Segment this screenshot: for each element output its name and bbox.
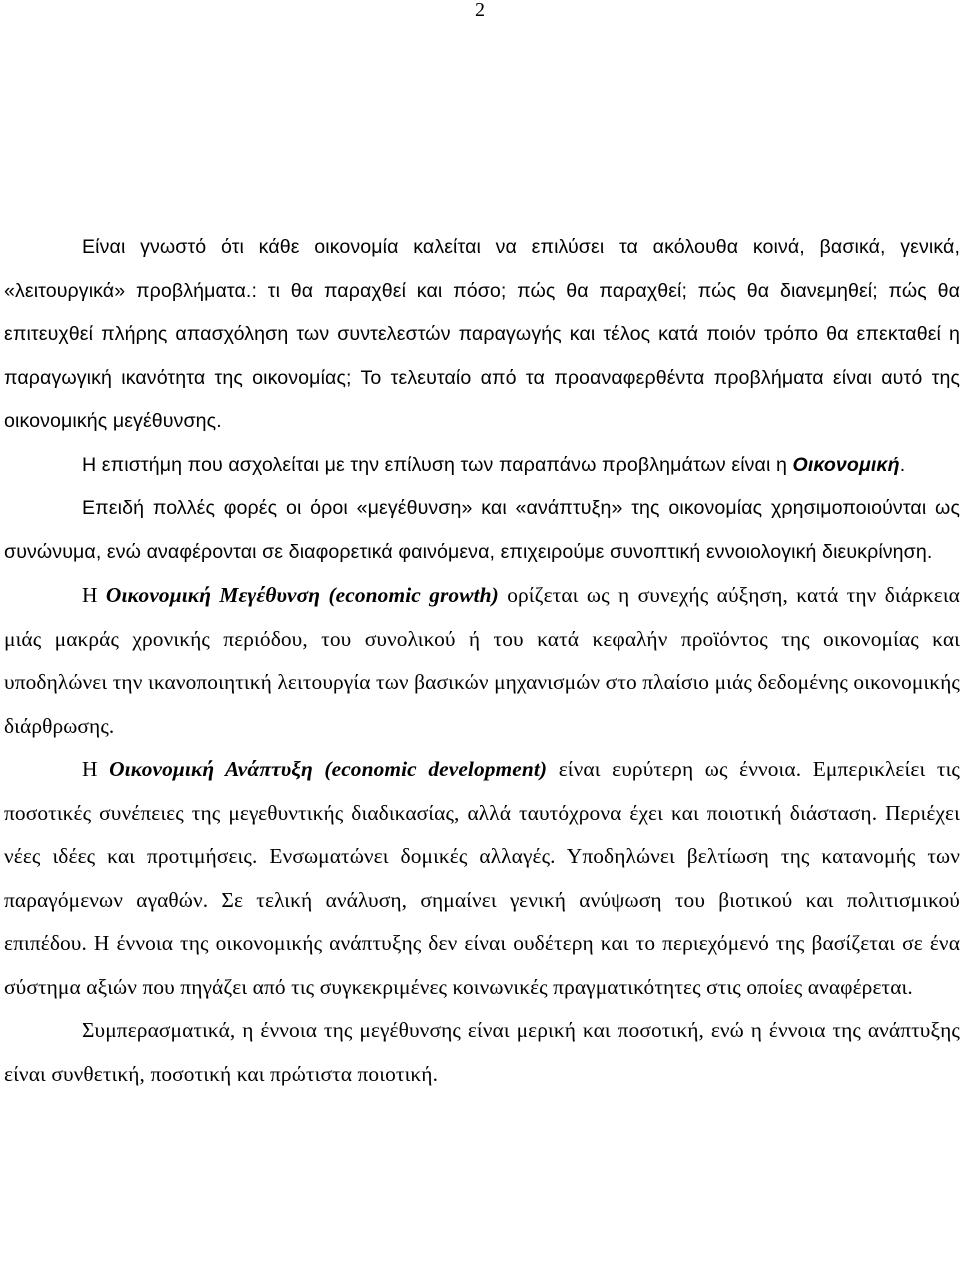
paragraph-end: .: [899, 453, 906, 476]
paragraph-text: είναι ευρύτερη ως έννοια. Εμπερικλείει τις ποσοτικές συνέπειες της μεγεθυντικής διαδικασίας, αλλά ταυτόχρονα έχει και ποιοτική διάσταση. Περιέχει νέες ιδέες και προτιμήσεις. Ενσωματώνει δομικές αλλαγές. Υποδηλώνει βελτίωση της κατανομής των παραγόμενων αγαθών. Σε τελική ανάλυση, σημαίνει γενική ανύψωση του βιοτικού και πολιτισμικού επιπέδου. Η έννοια της οικονομικής ανάπτυξης δεν είναι ουδέτερη και το περιεχόμενό της βασίζεται σε ένα σύστημα αξιών που πηγάζει από τις συγκεκριμένες κοινωνικές πραγματικότητες στις οποίες αναφέρεται.: [4, 757, 960, 999]
paragraph-conclusion: Συμπερασματικά, η έννοια της μεγέθυνσης είναι μερική και ποσοτική, ενώ η έννοια της ανάπτυξης είναι συνθετική, ποσοτική και πρώτιστα ποιοτική.: [4, 1018, 960, 1086]
paragraph-start: Η: [82, 757, 110, 781]
document-body: [4, 226, 960, 1096]
page-number: 2: [475, 0, 485, 21]
paragraph-economic-problems: Είναι γνωστό ότι κάθε οικονομία καλείται να επιλύσει τα ακόλουθα κοινά, βασικά, γενικά, «λειτουργικά» προβλήματα.: τι θα παραχθεί και πόσο; πώς θα παραχθεί; πώς θα διανεμηθεί; πώς θα επιτευχθεί πλήρης απασχόληση των συντελεστών παραγωγής και τέλος κατά ποιόν τρόπο θα επεκταθεί η παραγωγική ικανότητα της οικονομίας; Το τελευταίο από τα προαναφερθέντα προβλήματα είναι αυτό της οικονομικής μεγέθυνσης.: [4, 236, 960, 432]
paragraph-text: Η επιστήμη που ασχολείται με την επίλυση των παραπάνω προβλημάτων είναι η: [82, 453, 793, 476]
paragraph-text: ορίζεται ως η συνεχής αύξηση, κατά την διάρκεια μιάς μακράς χρονικής περιόδου, του συνολικού ή του κατά κεφαλήν προϊόντος της οικονομίας και υποδηλώνει την ικανοποιητική λειτουργία των βασικών μηχανισμών στο πλαίσιο μιάς δεδομένης οικονομικής διάρθρωσης.: [4, 583, 960, 738]
paragraph-economic-growth: [4, 574, 960, 748]
paragraph-terms-clarification: Επειδή πολλές φορές οι όροι «μεγέθυνση» και «ανάπτυξη» της οικονομίας χρησιμοποιούνται ως συνώνυμα, ενώ αναφέρονται σε διαφορετικά φαινόμενα, επιχειρούμε συνοπτική εννοιολογική διευκρίνηση.: [4, 497, 960, 563]
term-economic-growth: Οικονομική Μεγέθυνση (economic growth): [105, 583, 499, 607]
paragraph-economic-development: [4, 748, 960, 1009]
term-economic-development: Οικονομική Ανάπτυξη (economic development): [109, 757, 548, 781]
term-economics: Οικονομική: [792, 453, 900, 476]
paragraph-economics-definition: [4, 444, 960, 488]
paragraph-start: Η: [82, 583, 106, 607]
